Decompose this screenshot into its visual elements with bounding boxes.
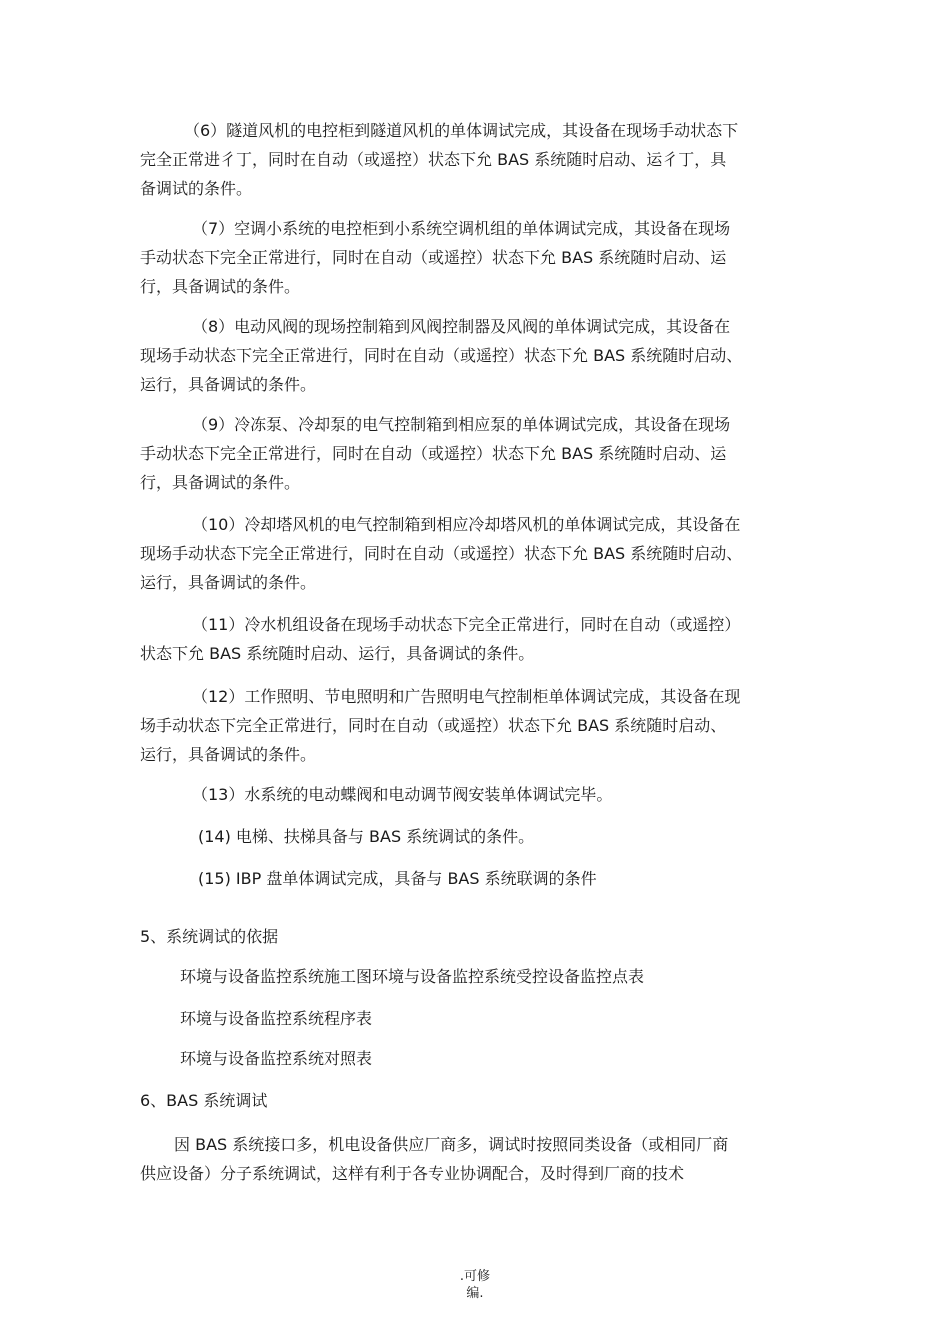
- text-line: 运行，具备调试的条件。: [140, 573, 317, 592]
- list-item-10: [140, 510, 742, 597]
- page-footer: [0, 1268, 950, 1302]
- text-line: （12）工作照明、节电照明和广告照明电气控制柜单体调试完成，其设备在现: [192, 687, 741, 706]
- text-line: 现场手动状态下完全正常进行，同时在自动（或遥控）状态下允 BAS 系统随时启动、: [140, 544, 743, 563]
- text-line: 备调试的条件。: [140, 179, 253, 198]
- text-line: （11）冷水机组设备在现场手动状态下完全正常进行，同时在自动（或遥控）: [192, 615, 741, 634]
- text-line: 行，具备调试的条件。: [140, 277, 301, 296]
- text-line: 6、BAS 系统调试: [140, 1091, 268, 1110]
- text-line: (15) IBP 盘单体调试完成，具备与 BAS 系统联调的条件: [198, 869, 597, 888]
- text-line: （6）隧道风机的电控柜到隧道风机的单体调试完成，其设备在现场手动状态下: [184, 121, 739, 140]
- list-item-8: [140, 312, 742, 399]
- list-item-13: [140, 780, 612, 809]
- text-line: 运行，具备调试的条件。: [140, 375, 317, 394]
- section-heading-5: [140, 922, 278, 951]
- text-line: 供应设备）分子系统调试，这样有利于各专业协调配合，及时得到厂商的技术: [140, 1164, 685, 1183]
- text-line: (14) 电梯、扶梯具备与 BAS 系统调试的条件。: [198, 827, 535, 846]
- text-line: （13）水系统的电动蝶阀和电动调节阀安装单体调试完毕。: [192, 785, 613, 804]
- text-line: 手动状态下完全正常进行，同时在自动（或遥控）状态下允 BAS 系统随时启动、运: [140, 248, 727, 267]
- list-item-14: [140, 822, 534, 851]
- text-line: 环境与设备监控系统程序表: [180, 1009, 373, 1028]
- list-item-7: [140, 214, 730, 301]
- list-item-11: [140, 610, 740, 668]
- list-item-12: [140, 682, 740, 769]
- footer-line: .可修: [459, 1269, 491, 1284]
- reference-entry: [180, 1004, 372, 1033]
- body-paragraph: [140, 1130, 728, 1188]
- text-line: 因 BAS 系统接口多，机电设备供应厂商多，调试时按照同类设备（或相同厂商: [174, 1135, 729, 1154]
- reference-entry: [180, 1044, 372, 1073]
- text-line: 行，具备调试的条件。: [140, 473, 301, 492]
- text-line: （7）空调小系统的电控柜到小系统空调机组的单体调试完成，其设备在现场: [192, 219, 731, 238]
- reference-entry: [180, 962, 644, 991]
- text-line: （8）电动风阀的现场控制箱到风阀控制器及风阀的单体调试完成，其设备在: [192, 317, 731, 336]
- list-item-15: [140, 864, 597, 893]
- text-line: （10）冷却塔风机的电气控制箱到相应冷却塔风机的单体调试完成，其设备在: [192, 515, 741, 534]
- text-line: 运行，具备调试的条件。: [140, 745, 317, 764]
- list-item-9: [140, 410, 730, 497]
- text-line: 状态下允 BAS 系统随时启动、运行，具备调试的条件。: [140, 644, 535, 663]
- text-line: 手动状态下完全正常进行，同时在自动（或遥控）状态下允 BAS 系统随时启动、运: [140, 444, 727, 463]
- text-line: 环境与设备监控系统对照表: [180, 1049, 373, 1068]
- text-line: 现场手动状态下完全正常进行，同时在自动（或遥控）状态下允 BAS 系统随时启动、: [140, 346, 743, 365]
- text-line: 完全正常进彳丁，同时在自动（或遥控）状态下允 BAS 系统随时启动、运彳丁，具: [140, 150, 727, 169]
- list-item-6: [140, 116, 738, 203]
- section-heading-6: [140, 1086, 267, 1115]
- footer-line: 编.: [466, 1286, 484, 1301]
- text-line: 环境与设备监控系统施工图环境与设备监控系统受控设备监控点表: [180, 967, 645, 986]
- text-line: 场手动状态下完全正常进行，同时在自动（或遥控）状态下允 BAS 系统随时启动、: [140, 716, 727, 735]
- text-line: （9）冷冻泵、冷却泵的电气控制箱到相应泵的单体调试完成，其设备在现场: [192, 415, 731, 434]
- text-line: 5、系统调试的依据: [140, 927, 279, 946]
